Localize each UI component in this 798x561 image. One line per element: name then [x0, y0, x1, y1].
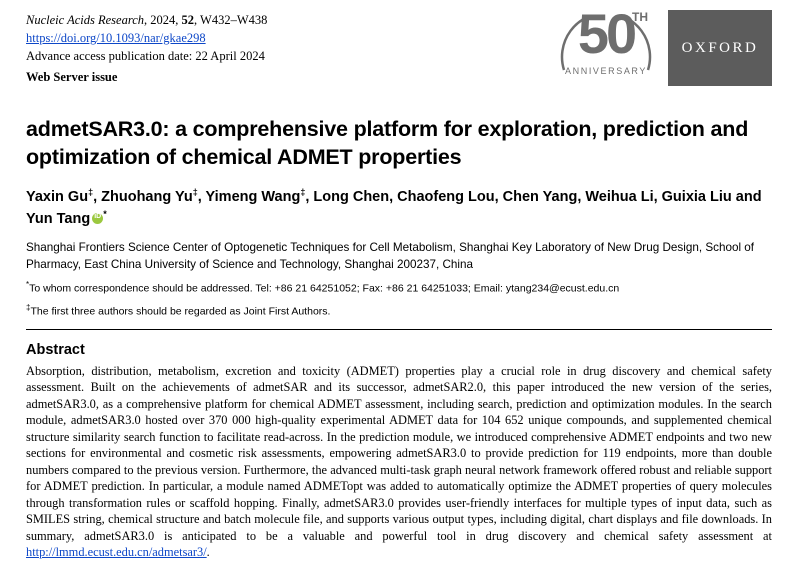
oxford-label: OXFORD [681, 39, 759, 56]
author-list: Yaxin Gu‡, Zhuohang Yu‡, Yimeng Wang‡, Long Chen, Chaofeng Lou, Chen Yang, Weihua Li, Guixia Liu and Yun Tang iD * [26, 186, 772, 230]
abstract-text-tail: . [206, 545, 210, 560]
abstract-heading: Abstract [26, 341, 85, 358]
journal-pages: , W432–W438 [194, 13, 268, 27]
joint-first-text: The first three authors should be regarded as Joint First Authors. [30, 305, 331, 318]
anniversary-arc-icon [560, 18, 652, 80]
joint-first-authors-note: ‡The first three authors should be regarded as Joint First Authors. [26, 303, 331, 318]
doi-link[interactable]: https://doi.org/10.1093/nar/gkae298 [26, 30, 206, 45]
correspondence-text: To whom correspondence should be addressed. Tel: +86 21 64251052; Fax: +86 21 64251033; Email: ytang234@ecust.edu.cn [29, 282, 620, 295]
header-divider [26, 329, 772, 330]
publisher-logo-block [550, 2, 772, 94]
abstract-body [26, 363, 772, 561]
journal-name: Nucleic Acids Research [26, 13, 145, 27]
anniversary-word: ANNIVERSARY [565, 66, 647, 76]
journal-volume: 52 [181, 13, 195, 27]
page-header [26, 2, 772, 94]
journal-year: , 2024, [144, 13, 182, 27]
anniversary-logo [550, 2, 662, 94]
orcid-icon[interactable] [92, 213, 103, 224]
admetsar-website-link[interactable]: http://lmmd.ecust.edu.cn/admetsar3/ [26, 545, 207, 560]
oxford-press-logo [668, 10, 772, 86]
page-title: admetSAR3.0: a comprehensive platform for exploration, prediction and optimization of chemical ADMET properties [26, 117, 749, 169]
advance-access-date: Advance access publication date: 22 April 2024 [26, 49, 265, 63]
issue-type: Web Server issue [26, 70, 118, 85]
anniversary-number: 50 [577, 2, 635, 65]
affiliation: Shanghai Frontiers Science Center of Optogenetic Techniques for Cell Metabolism, Shanghai Key Laboratory of New Drug Design, School of Pharmacy, East China University of Science and Technology, Shanghai 200237, China [26, 240, 755, 271]
abstract-text: Absorption, distribution, metabolism, excretion and toxicity (ADMET) properties play a crucial role in drug discovery and chemical safety assessment. Built on the achievements of admetSAR and its successor, admetSAR2.0, this paper introduced the new version of the series, admetSAR3.0, as a comprehensive platform for chemical ADMET assessment, including search, prediction and optimization modules. In the search module, admetSAR3.0 hosted over 370 000 high-quality experimental ADMET data for 104 652 unique compounds, and supplemented chemical structure similarity search function to facilitate read-across. In the prediction module, we introduced comprehensive ADMET endpoints and two new sections for environmental and cosmetic risk assessments, empowering admetSAR3.0 to provide prediction for 119 endpoints, more than double numbers compared to the previous version. Furthermore, the advanced multi-task graph neural network framework offered robust and reliable support for ADMET prediction. In particular, a module named ADMETopt was added to automatically optimize the ADMET properties of query molecules through transformation rules or scaffold hopping. Finally, admetSAR3.0 provides user-friendly interfaces for multiple types of input data, such as SMILES string, chemical structure and batch molecule file, and supports various output types, including digital, chart displays and file downloads. In summary, admetSAR3.0 is anticipated to be a valuable and powerful tool in drug discovery and chemical safety assessment at [26, 363, 772, 543]
correspondence-note: *To whom correspondence should be addressed. Tel: +86 21 64251052; Fax: +86 21 64251033; Email: ytang234@ecust.edu.cn [26, 280, 620, 295]
anniversary-ordinal: TH [632, 10, 648, 24]
